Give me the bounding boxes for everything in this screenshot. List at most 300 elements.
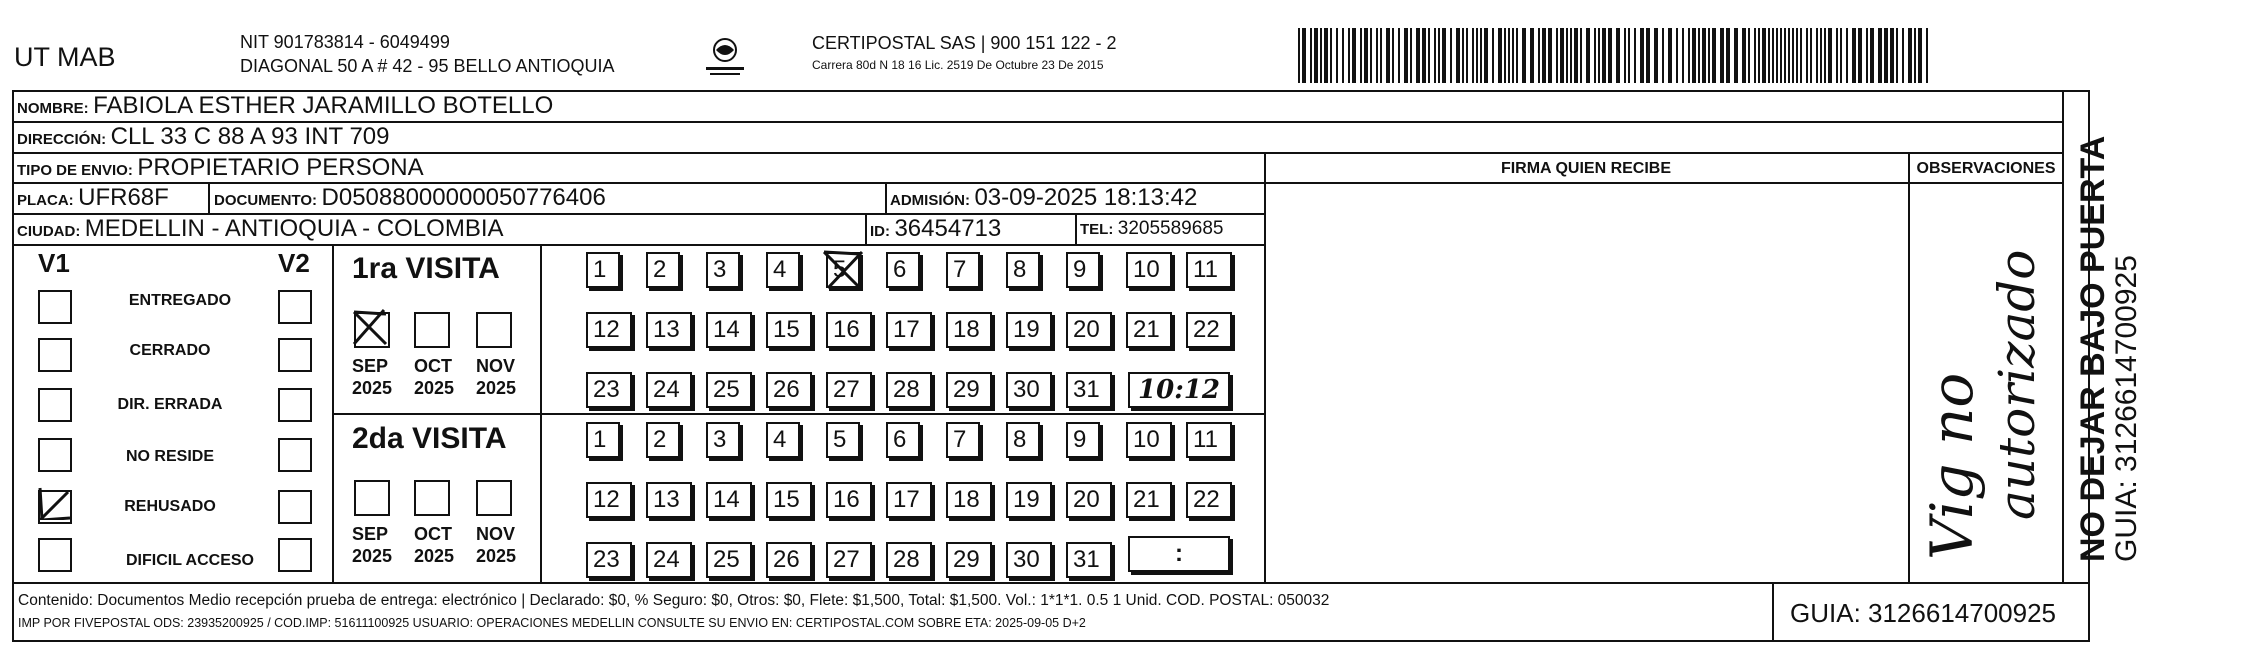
barcode-bar [1742,28,1746,83]
no-dejar-bajo-puerta-label: NO DEJAR BAJO PUERTA [2074,135,2112,562]
day-box-16[interactable] [826,312,872,348]
tel-label: TEL: [1080,221,1114,238]
day-number: 29 [953,546,980,573]
barcode-bar [1398,28,1400,83]
visit1-year-sep: 2025 [352,378,393,398]
day-box-15[interactable] [766,482,812,518]
barcode [1298,28,1933,83]
barcode-bar [1352,28,1356,83]
barcode-bar [1820,28,1822,83]
v1-cerrado-checkbox[interactable] [38,338,72,372]
barcode-bar [1476,28,1478,83]
day-number: 14 [713,316,740,343]
day-box-28[interactable] [886,372,932,408]
status-dificil-acceso: DIFICIL ACCESO [125,552,254,569]
day-box-6[interactable] [886,422,920,458]
day-number: 23 [593,546,620,573]
barcode-bar [1442,28,1446,83]
day-number: 16 [833,486,860,513]
direccion-label: DIRECCIÓN: [17,131,107,148]
day-box-26[interactable] [766,372,812,408]
barcode-bar [1498,28,1502,83]
admision-value: 03-09-2025 18:13:42 [974,184,1198,211]
day-number: 30 [1013,546,1040,573]
visit2-nov-checkbox[interactable] [476,480,512,516]
barcode-bar [1758,28,1760,83]
barcode-bar [1608,28,1612,83]
barcode-bar [1780,28,1782,83]
day-number: 8 [1013,426,1027,453]
visit1-month-oct: OCT [414,356,452,376]
day-number: 10 [1133,256,1160,283]
day-number: 15 [773,316,800,343]
visit2-time-value: : [1175,540,1183,567]
barcode-bar [1484,28,1488,83]
v1-no-reside-checkbox[interactable] [38,438,72,472]
day-box-13[interactable] [646,482,692,518]
barcode-bar [1702,28,1706,83]
barcode-bar [1634,28,1636,83]
documento-row [214,184,606,212]
visit2-time-field[interactable] [1128,536,1230,572]
sender-nit: NIT 901783814 - 6049499 [240,32,450,52]
day-box-8[interactable] [1006,422,1040,458]
day-number: 21 [1133,316,1160,343]
day-number: 11 [1193,256,1218,283]
barcode-bar [1896,28,1898,83]
v2-cerrado-checkbox[interactable] [278,338,312,372]
certipostal-logo [700,36,750,80]
firma-header: FIRMA QUIEN RECIBE [1500,160,1672,177]
documento-label: DOCUMENTO: [214,192,318,209]
v1-dificil-acceso-checkbox[interactable] [38,538,72,572]
status-dir-errada: DIR. ERRADA [117,396,223,413]
day-box-17[interactable] [886,482,932,518]
day-box-26[interactable] [766,542,812,578]
day-box-12[interactable] [586,482,632,518]
day-number: 3 [713,426,727,453]
nombre-label: NOMBRE: [17,100,89,117]
day-box-1[interactable] [586,252,620,288]
barcode-bar [1828,28,1832,83]
v2-dir-errada-checkbox[interactable] [278,388,312,422]
footer-imp: IMP POR FIVEPOSTAL ODS: 23935200925 / COD.IMP: 51611100925 USUARIO: OPERACIONES MEDELLIN CONSULTE SU ENVIO EN: CERTIPOSTAL.COM SOBRE ETA: 2025-09-05 D+2 [18,616,1086,630]
v2-no-reside-checkbox[interactable] [278,438,312,472]
day-number: 18 [953,316,980,343]
barcode-bar [1878,28,1882,83]
barcode-bar [1836,28,1838,83]
tipo-value: PROPIETARIO PERSONA [137,154,424,181]
barcode-bar [1434,28,1436,83]
day-number: 27 [833,546,860,573]
day-box-11[interactable] [1186,252,1232,288]
day-box-29[interactable] [946,372,992,408]
barcode-bar [1914,28,1916,83]
tipo-label: TIPO DE ENVIO: [17,162,133,179]
day-number: 13 [653,316,680,343]
tel-value: 3205589685 [1117,218,1224,239]
signature-area[interactable] [1266,184,1906,580]
day-box-8[interactable] [1006,252,1040,288]
day-box-10[interactable] [1126,422,1172,458]
barcode-bar [1462,28,1464,83]
day-box-3[interactable] [706,422,740,458]
day-number: 15 [773,486,800,513]
footer-guia: GUIA: 3126614700925 [1790,598,2056,628]
barcode-bar [1466,28,1468,83]
day-number: 24 [653,376,680,403]
day-box-7[interactable] [946,252,980,288]
day-box-30[interactable] [1006,372,1052,408]
day-box-19[interactable] [1006,482,1052,518]
company-license: Carrera 80d N 18 16 Lic. 2519 De Octubre 23 De 2015 [812,58,1104,72]
barcode-bar [1712,28,1716,83]
barcode-bar [1314,28,1318,83]
day-number: 25 [713,546,740,573]
v1-rehusado-checkbox[interactable] [38,490,72,524]
day-box-3[interactable] [706,252,740,288]
barcode-bar [1926,28,1928,83]
day-box-31[interactable] [1066,372,1112,408]
barcode-bar [1890,28,1894,83]
day-box-25[interactable] [706,372,752,408]
day-box-20[interactable] [1066,482,1112,518]
visit1-sep-checkbox[interactable] [354,312,390,348]
barcode-bar [1320,28,1322,83]
day-box-2[interactable] [646,252,680,288]
day-number: 22 [1193,486,1220,513]
barcode-bar [1472,28,1474,83]
day-number: 13 [653,486,680,513]
v2-entregado-checkbox[interactable] [278,290,312,324]
barcode-bar [1800,28,1802,83]
barcode-bar [1668,28,1672,83]
day-box-14[interactable] [706,312,752,348]
barcode-bar [1386,28,1390,83]
day-number: 24 [653,546,680,573]
visit2-year-nov: 2025 [476,546,517,566]
day-number: 7 [953,256,967,283]
barcode-bar [1522,28,1526,83]
barcode-bar [1768,28,1770,83]
v1-dir-errada-checkbox[interactable] [38,388,72,422]
barcode-bar [1784,28,1786,83]
direccion-row [17,123,389,151]
v1-entregado-checkbox[interactable] [38,290,72,324]
day-box-21[interactable] [1126,312,1172,348]
day-number: 9 [1073,256,1087,283]
day-number: 23 [593,376,620,403]
direccion-value: CLL 33 C 88 A 93 INT 709 [110,123,390,150]
day-number: 6 [893,426,907,453]
visit1-time-value: 10:12 [1138,375,1220,405]
day-box-28[interactable] [886,542,932,578]
barcode-bar [1788,28,1790,83]
day-number: 3 [713,256,727,283]
handwriting-line2: autorizado [1988,249,2046,520]
day-number: 2 [653,426,667,453]
barcode-bar [1566,28,1568,83]
barcode-bar [1884,28,1888,83]
day-box-21[interactable] [1126,482,1172,518]
rehusado-check-mark-icon [36,486,70,520]
barcode-bar [1538,28,1540,83]
day-box-5[interactable] [826,252,860,288]
day-box-30[interactable] [1006,542,1052,578]
day-number: 28 [893,546,920,573]
barcode-bar [1416,28,1420,83]
barcode-bar [1586,28,1590,83]
barcode-bar [1602,28,1606,83]
side-panel [2064,92,2142,582]
status-cerrado: CERRADO [129,342,211,359]
visit2-year-oct: 2025 [414,546,455,566]
day-box-23[interactable] [586,372,632,408]
barcode-bar [1336,28,1338,83]
barcode-bar [1324,28,1328,83]
documento-value: D05088000000050776406 [321,184,606,211]
barcode-bar [1456,28,1460,83]
day-box-12[interactable] [586,312,632,348]
day-box-18[interactable] [946,312,992,348]
barcode-bar [1866,28,1868,83]
barcode-bar [1556,28,1558,83]
barcode-bar [1646,28,1650,83]
barcode-bar [1840,28,1842,83]
day-number: 19 [1013,316,1040,343]
visit2-month-nov: NOV [476,524,516,544]
day-number: 21 [1133,486,1160,513]
visit1-month-sep: SEP [352,356,389,376]
tel-row [1080,218,1223,240]
status-entregado: ENTREGADO [128,292,232,309]
barcode-bar [1616,28,1620,83]
barcode-bar [1734,28,1738,83]
barcode-bar [1762,28,1766,83]
barcode-bar [1870,28,1874,83]
barcode-bar [1342,28,1344,83]
status-no-reside: NO RESIDE [125,448,214,465]
visit1-nov-checkbox[interactable] [476,312,512,348]
day-box-22[interactable] [1186,312,1232,348]
day-number: 5 [833,256,847,283]
barcode-bar [1662,28,1664,83]
day-number: 1 [593,256,607,283]
day-box-6[interactable] [886,252,920,288]
barcode-bar [1748,28,1750,83]
day-box-5[interactable] [826,422,860,458]
handwriting-line1: Vig no [1918,372,1986,560]
day-box-7[interactable] [946,422,980,458]
day-number: 4 [773,256,787,283]
barcode-bar [1560,28,1564,83]
barcode-bar [1654,28,1658,83]
day-number: 18 [953,486,980,513]
barcode-bar [1574,28,1578,83]
barcode-bar [1858,28,1862,83]
day-number: 16 [833,316,860,343]
barcode-bar [1824,28,1826,83]
visit1-year-oct: 2025 [414,378,455,398]
day-box-24[interactable] [646,542,692,578]
day-box-22[interactable] [1186,482,1232,518]
day-number: 28 [893,376,920,403]
barcode-bar [1508,28,1510,83]
id-row [870,215,1001,243]
barcode-bar [1908,28,1912,83]
day-box-23[interactable] [586,542,632,578]
day-box-17[interactable] [886,312,932,348]
day-number: 19 [1013,486,1040,513]
barcode-bar [1310,28,1312,83]
day-box-11[interactable] [1186,422,1232,458]
barcode-bar [1570,28,1572,83]
day-box-16[interactable] [826,482,872,518]
barcode-bar [1480,28,1482,83]
day-box-10[interactable] [1126,252,1172,288]
day-number: 7 [953,426,967,453]
barcode-bar [1376,28,1378,83]
barcode-bar [1370,28,1372,83]
v2-rehusado-checkbox[interactable] [278,490,312,524]
day-number: 14 [713,486,740,513]
day-box-14[interactable] [706,482,752,518]
ciudad-value: MEDELLIN - ANTIOQUIA - COLOMBIA [84,215,504,242]
day-box-15[interactable] [766,312,812,348]
v2-label: V2 [278,248,310,278]
nombre-value: FABIOLA ESTHER JARAMILLO BOTELLO [93,92,554,119]
barcode-bar [1708,28,1710,83]
barcode-bar [1330,28,1332,83]
day-box-1[interactable] [586,422,620,458]
ciudad-row [17,215,504,243]
placa-value: UFR68F [78,184,169,211]
barcode-bar [1806,28,1808,83]
day-number: 26 [773,376,800,403]
day-number: 2 [653,256,667,283]
day-number: 25 [713,376,740,403]
barcode-bar [1298,28,1300,83]
day-box-13[interactable] [646,312,692,348]
day-number: 30 [1013,376,1040,403]
day-box-31[interactable] [1066,542,1112,578]
day-number: 17 [893,316,920,343]
barcode-bar [1422,28,1426,83]
visit2-month-sep: SEP [352,524,389,544]
barcode-bar [1450,28,1452,83]
barcode-bar [1628,28,1630,83]
barcode-bar [1624,28,1626,83]
visit1-month-nov: NOV [476,356,516,376]
day-number: 8 [1013,256,1027,283]
day-box-4[interactable] [766,422,800,458]
day-box-27[interactable] [826,372,872,408]
visit1-time-field[interactable] [1128,372,1230,408]
barcode-bar [1380,28,1382,83]
placa-label: PLACA: [17,192,74,209]
barcode-bar [1852,28,1856,83]
day-box-2[interactable] [646,422,680,458]
day-number: 6 [893,256,907,283]
v2-dificil-acceso-checkbox[interactable] [278,538,312,572]
day-box-24[interactable] [646,372,692,408]
v1-label: V1 [38,248,70,278]
barcode-bar [1548,28,1552,83]
barcode-bar [1816,28,1818,83]
visit2-year-sep: 2025 [352,546,393,566]
day-box-25[interactable] [706,542,752,578]
day-number: 31 [1073,376,1100,403]
barcode-bar [1726,28,1730,83]
barcode-bar [1918,28,1922,83]
day-box-9[interactable] [1066,422,1100,458]
day-number: 5 [833,426,847,453]
day-check-mark-icon [820,248,866,292]
day-box-18[interactable] [946,482,992,518]
visit2-sep-checkbox[interactable] [354,480,390,516]
day-box-20[interactable] [1066,312,1112,348]
barcode-bar [1792,28,1794,83]
barcode-bar [1404,28,1408,83]
barcode-bar [1796,28,1798,83]
barcode-bar [1676,28,1678,83]
barcode-bar [1504,28,1506,83]
barcode-bar [1772,28,1774,83]
visit2-month-oct: OCT [414,524,452,544]
visit2-oct-checkbox[interactable] [414,480,450,516]
sep-check-mark-icon [350,306,390,346]
observaciones-header: OBSERVACIONES [1916,160,2056,177]
barcode-bar [1492,28,1494,83]
visit1-year-nov: 2025 [476,378,517,398]
day-box-29[interactable] [946,542,992,578]
barcode-bar [1530,28,1534,83]
admision-label: ADMISIÓN: [890,192,970,209]
barcode-bar [1542,28,1546,83]
day-box-27[interactable] [826,542,872,578]
barcode-bar [1438,28,1440,83]
day-box-4[interactable] [766,252,800,288]
barcode-bar [1428,28,1430,83]
ciudad-label: CIUDAD: [17,223,81,240]
id-value: 36454713 [894,215,1002,242]
nombre-row [17,92,553,120]
barcode-bar [1682,28,1684,83]
day-number: 4 [773,426,787,453]
day-number: 11 [1193,426,1218,453]
day-number: 26 [773,546,800,573]
barcode-bar [1640,28,1644,83]
handwritten-observation [1912,190,2060,578]
barcode-bar [1512,28,1514,83]
visit1-oct-checkbox[interactable] [414,312,450,348]
day-number: 31 [1073,546,1100,573]
barcode-bar [1902,28,1904,83]
barcode-bar [1810,28,1812,83]
sender-address: DIAGONAL 50 A # 42 - 95 BELLO ANTIOQUIA [240,56,615,76]
day-box-9[interactable] [1066,252,1100,288]
day-box-19[interactable] [1006,312,1052,348]
day-number: 27 [833,376,860,403]
sender-name: UT MAB [14,42,116,72]
day-number: 9 [1073,426,1087,453]
footer-contenido: Contenido: Documentos Medio recepción prueba de entrega: electrónico | Declarado: $0, % Seguro: $0, Otros: $0, Flete: $1,500, Total: $1,500. Vol.: 1*1*1. 0.5 1 Unid. COD. POSTAL: 050032 [18,592,1330,609]
barcode-bar [1392,28,1394,83]
placa-row [17,184,169,212]
day-number: 12 [593,316,620,343]
day-number: 20 [1073,486,1100,513]
barcode-bar [1302,28,1306,83]
